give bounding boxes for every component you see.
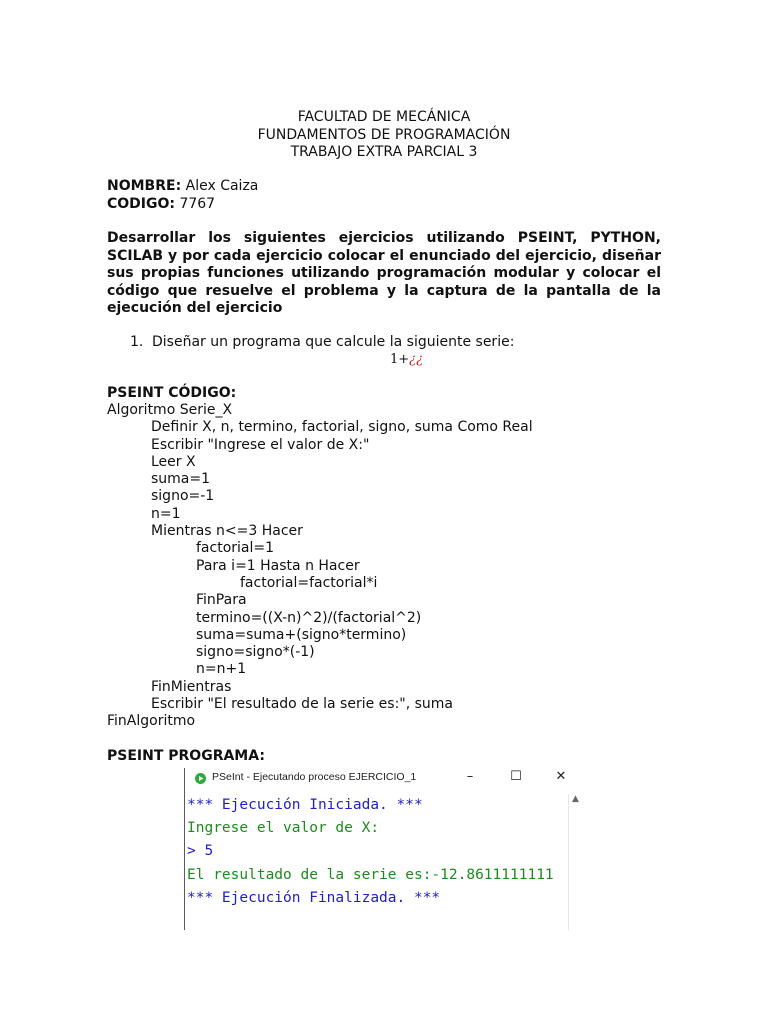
- scroll-up-arrow-icon[interactable]: ▲: [572, 794, 579, 804]
- code-line: Mientras n<=3 Hacer: [151, 523, 303, 540]
- series-formula: [390, 352, 423, 367]
- exercise-statement: Diseñar un programa que calcule la siguiente serie:: [152, 334, 515, 350]
- student-info: [107, 178, 258, 213]
- assignment-title: TRABAJO EXTRA PARCIAL 3: [290, 144, 478, 160]
- formula-garbled: ¿¿: [409, 352, 424, 367]
- exercise-number: 1.: [130, 334, 144, 350]
- code-line: Escribir "El resultado de la serie es:", suma: [151, 696, 454, 713]
- name-value: Alex Caiza: [185, 178, 259, 194]
- code-line: suma=suma+(signo*termino): [196, 626, 407, 643]
- code-line: suma=1: [151, 471, 211, 488]
- code-line: FinPara: [196, 592, 247, 609]
- code-line: termino=((X-n)^2)/(factorial^2): [196, 609, 422, 626]
- exercise-item: [130, 334, 514, 352]
- console-output: [185, 794, 569, 930]
- window-title: PSeInt - Ejecutando proceso EJERCICIO_1: [212, 771, 417, 783]
- name-label: NOMBRE:: [107, 178, 182, 194]
- instructions-paragraph: Desarrollar los siguientes ejercicios utilizando PSEINT, PYTHON, SCILAB y por cada ejercicio colocar el enunciado del ejercicio, diseñar sus propias funciones utilizando programación modular y colocar el código que resuelve el problema y la captura de la pantalla de la ejecución del ejercicio: [107, 230, 661, 316]
- console-line: El resultado de la serie es:-12.8611111111: [187, 866, 554, 883]
- formula-prefix: 1+: [390, 352, 410, 367]
- code-line: Escribir "Ingrese el valor de X:": [151, 436, 370, 453]
- code-line: signo=-1: [151, 488, 215, 505]
- code-line: FinAlgoritmo: [107, 713, 196, 730]
- code-line: n=n+1: [196, 661, 247, 678]
- code-line: factorial=1: [196, 540, 275, 557]
- scrollbar-track: [568, 794, 569, 930]
- minimize-button[interactable]: –: [466, 769, 474, 784]
- code-line: signo=signo*(-1): [196, 644, 315, 661]
- code-value: 7767: [179, 195, 216, 212]
- maximize-button[interactable]: ☐: [510, 769, 522, 784]
- pseint-app-icon: [195, 773, 206, 784]
- course-title: FUNDAMENTOS DE PROGRAMACIÓN: [257, 126, 511, 143]
- code-line: factorial=factorial*i: [240, 574, 378, 591]
- code-section-title: PSEINT CÓDIGO:: [107, 385, 237, 401]
- console-line: Ingrese el valor de X:: [187, 820, 380, 837]
- console-line: > 5: [187, 843, 214, 860]
- code-line: Leer X: [151, 453, 196, 470]
- pseint-screenshot: [184, 768, 584, 930]
- code-label: CODIGO:: [107, 195, 175, 212]
- console-line: *** Ejecución Iniciada. ***: [187, 797, 423, 813]
- pseint-code-block: [107, 402, 533, 731]
- window-titlebar: [185, 768, 584, 790]
- code-line: Algoritmo Serie_X: [107, 402, 233, 418]
- faculty-title: FACULTAD DE MECÁNICA: [297, 109, 471, 125]
- code-line: Para i=1 Hasta n Hacer: [196, 557, 360, 574]
- code-line: FinMientras: [151, 678, 232, 695]
- program-section-title: PSEINT PROGRAMA:: [107, 748, 265, 764]
- console-line: *** Ejecución Finalizada. ***: [187, 889, 441, 906]
- vertical-scrollbar[interactable]: [568, 794, 584, 930]
- close-button[interactable]: ✕: [555, 769, 567, 784]
- document-header: [0, 109, 768, 162]
- code-line: Definir X, n, termino, factorial, signo, suma Como Real: [151, 419, 533, 436]
- code-line: n=1: [151, 505, 181, 522]
